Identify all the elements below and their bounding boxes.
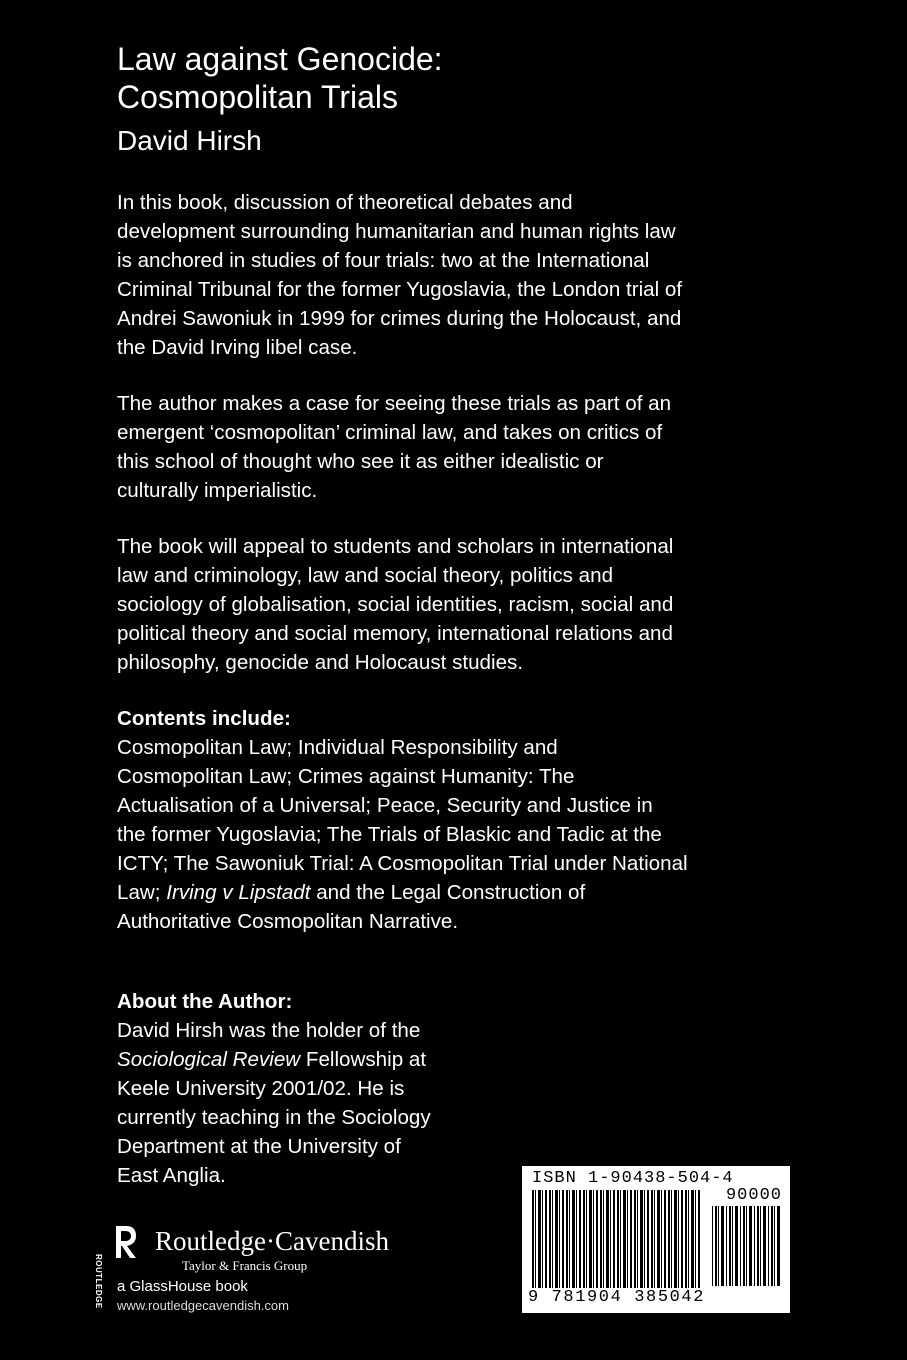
text-line: Criminal Tribunal for the former Yugoslavia, the London trial of xyxy=(117,278,683,301)
price-code: 90000 xyxy=(725,1186,782,1205)
publisher-block xyxy=(94,1222,432,1322)
blurb-paragraph-3 xyxy=(117,532,817,677)
author-name: David Hirsh xyxy=(117,125,262,156)
text-line: Actualisation of a Universal; Peace, Security and Justice in xyxy=(117,794,653,817)
blurb-paragraph-2 xyxy=(117,389,817,505)
title-line-1: Law against Genocide: xyxy=(117,41,443,77)
text-line: Andrei Sawoniuk in 1999 for crimes during the Holocaust, and xyxy=(117,307,682,330)
text-line: this school of thought who see it as either idealistic or xyxy=(117,450,604,473)
text-line: The book will appeal to students and scholars in international xyxy=(117,535,674,558)
text-line: The author makes a case for seeing these trials as part of an xyxy=(117,392,672,415)
publisher-group: Taylor & Francis Group xyxy=(182,1258,308,1273)
text-line: emergent ‘cosmopolitan’ criminal law, and takes on critics of xyxy=(117,421,663,444)
text-line: David Hirsh was the holder of the xyxy=(117,1019,421,1042)
contents-section xyxy=(117,704,817,936)
text-line: Department at the University of xyxy=(117,1135,401,1158)
text-line: Law; xyxy=(117,881,167,904)
blurb-paragraph-1 xyxy=(117,188,817,362)
text-line: ICTY; The Sawoniuk Trial: A Cosmopolitan Trial under National xyxy=(117,852,688,875)
text-line: and the Legal Construction of xyxy=(310,881,586,904)
publisher-imprint: a GlassHouse book xyxy=(117,1278,248,1295)
text-line: is anchored in studies of four trials: two at the International xyxy=(117,249,650,272)
text-line: Fellowship at xyxy=(300,1048,427,1071)
ean-number: 9 781904 385042 xyxy=(528,1288,706,1307)
about-author-section xyxy=(117,987,517,1190)
text-line: development surrounding humanitarian and human rights law xyxy=(117,220,676,243)
isbn-label: ISBN 1-90438-504-4 xyxy=(532,1169,734,1188)
text-line: Authoritative Cosmopolitan Narrative. xyxy=(117,910,459,933)
routledge-logo-icon xyxy=(112,1224,140,1280)
contents-heading: Contents include: xyxy=(117,707,291,730)
journal-title: Sociological Review xyxy=(117,1048,301,1071)
addon-bars xyxy=(712,1206,782,1286)
publisher-url: www.routledgecavendish.com xyxy=(117,1298,289,1313)
text-line: Cosmopolitan Law; Crimes against Humanity: The xyxy=(117,765,575,788)
text-line: In this book, discussion of theoretical debates and xyxy=(117,191,573,214)
text-line: East Anglia. xyxy=(117,1164,226,1187)
text-line: law and criminology, law and social theory, politics and xyxy=(117,564,614,587)
text-line: sociology of globalisation, social identities, racism, social and xyxy=(117,593,674,616)
text-line: Keele University 2001/02. He is xyxy=(117,1077,405,1100)
book-title xyxy=(117,40,443,116)
title-line-2: Cosmopolitan Trials xyxy=(117,79,398,115)
text-line: Cosmopolitan Law; Individual Responsibility and xyxy=(117,736,558,759)
text-line: the former Yugoslavia; The Trials of Blaskic and Tadic at the xyxy=(117,823,662,846)
about-heading: About the Author: xyxy=(117,990,293,1013)
text-line: currently teaching in the Sociology xyxy=(117,1106,431,1129)
barcode xyxy=(522,1166,790,1313)
ean-bars xyxy=(532,1190,702,1302)
publisher-name: Routledge·Cavendish xyxy=(155,1226,389,1256)
text-line: political theory and social memory, international relations and xyxy=(117,622,673,645)
text-line: the David Irving libel case. xyxy=(117,336,358,359)
text-line: philosophy, genocide and Holocaust studies. xyxy=(117,651,524,674)
publisher-vertical-label: ROUTLEDGE xyxy=(94,1254,103,1309)
text-line: culturally imperialistic. xyxy=(117,479,318,502)
case-title: Irving v Lipstadt xyxy=(166,881,311,904)
